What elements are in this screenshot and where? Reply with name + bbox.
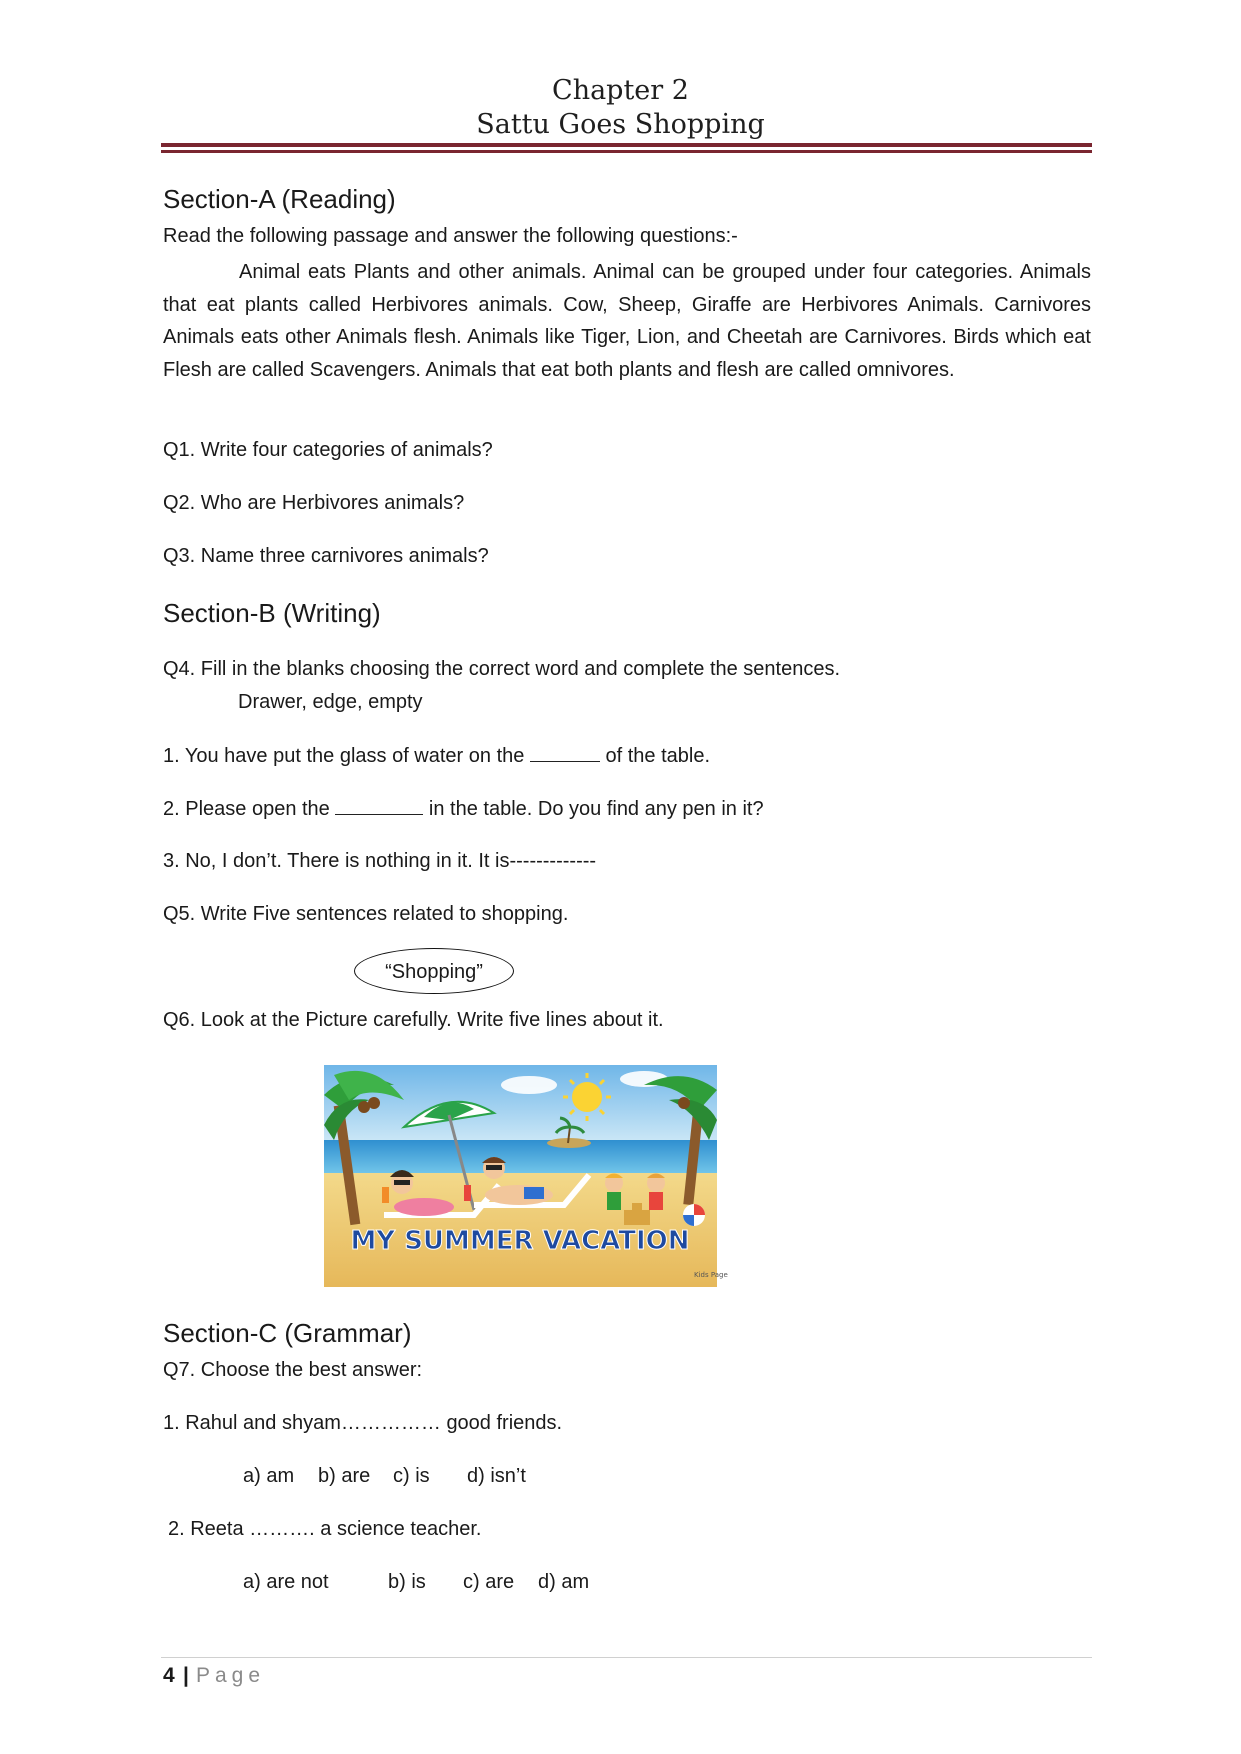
page-label: Page bbox=[196, 1664, 266, 1687]
word-bank: Drawer, edge, empty bbox=[238, 691, 423, 713]
item-1-option-d: d) isn’t bbox=[467, 1465, 526, 1487]
sentence-2-blank[interactable] bbox=[335, 796, 423, 815]
item-1-option-c: c) is bbox=[393, 1465, 430, 1487]
item-2-option-c: c) are bbox=[463, 1571, 515, 1593]
fill-blank-sentence-1 bbox=[163, 743, 710, 768]
question-3: Q3. Name three carnivores animals? bbox=[163, 545, 489, 567]
reading-passage: Animal eats Plants and other animals. Animal can be grouped under four categories. Animals that eat plants called Herbivores animals. Cow, Sheep, Giraffe are Herbivores Animals. Carnivores Animals eats other Animals flesh. Animals like Tiger, Lion, and Cheetah are Carnivores. Birds which eat Flesh are called Scavengers. Animals that eat both plants and flesh are called omnivores. bbox=[163, 261, 1091, 381]
footer-rule bbox=[161, 1657, 1092, 1658]
grammar-item-1: 1. Rahul and shyam…………… good friends. bbox=[163, 1412, 563, 1434]
fill-blank-sentence-3: 3. No, I don’t. There is nothing in it. It is------------- bbox=[163, 850, 597, 872]
question-4: Q4. Fill in the blanks choosing the correct word and complete the sentences. bbox=[163, 658, 841, 680]
sentence-2-start: 2. Please open the bbox=[163, 798, 330, 820]
item-2-option-d: d) am bbox=[538, 1571, 590, 1593]
item-2-option-b: b) is bbox=[388, 1571, 426, 1593]
header-rule-top bbox=[161, 143, 1092, 147]
page-number: 4 bbox=[163, 1664, 175, 1687]
sentence-2-end: in the table. Do you find any pen in it? bbox=[428, 798, 764, 820]
sentence-1-end: of the table. bbox=[605, 745, 711, 767]
shopping-oval-label: “Shopping” bbox=[385, 961, 483, 983]
sentence-1-start: 1. You have put the glass of water on the bbox=[163, 745, 525, 767]
section-c-heading: Section-C (Grammar) bbox=[163, 1318, 412, 1348]
section-a-instruction: Read the following passage and answer the following questions:- bbox=[163, 225, 738, 247]
question-6: Q6. Look at the Picture carefully. Write five lines about it. bbox=[163, 1009, 664, 1031]
svg-text:Kids Page: Kids Page bbox=[694, 1271, 728, 1279]
grammar-item-2: 2. Reeta ………. a science teacher. bbox=[168, 1518, 482, 1540]
fill-blank-sentence-2 bbox=[163, 796, 764, 821]
chapter-number: Chapter 2 bbox=[552, 75, 689, 106]
page-separator: | bbox=[183, 1664, 189, 1687]
section-a-heading: Section-A (Reading) bbox=[163, 184, 396, 214]
summer-vacation-picture bbox=[324, 1065, 728, 1287]
chapter-title: Sattu Goes Shopping bbox=[476, 109, 765, 140]
header-rule-bottom bbox=[161, 150, 1092, 153]
item-2-option-a: a) are not bbox=[243, 1571, 329, 1593]
question-7: Q7. Choose the best answer: bbox=[163, 1359, 423, 1381]
question-2: Q2. Who are Herbivores animals? bbox=[163, 492, 465, 514]
item-1-option-a: a) am bbox=[243, 1465, 295, 1487]
question-1: Q1. Write four categories of animals? bbox=[163, 439, 493, 461]
picture-caption: MY SUMMER VACATION bbox=[350, 1226, 690, 1256]
section-b-heading: Section-B (Writing) bbox=[163, 598, 381, 628]
sentence-1-blank[interactable] bbox=[530, 743, 600, 762]
item-1-option-b: b) are bbox=[318, 1465, 371, 1487]
question-5: Q5. Write Five sentences related to shopping. bbox=[163, 903, 569, 925]
